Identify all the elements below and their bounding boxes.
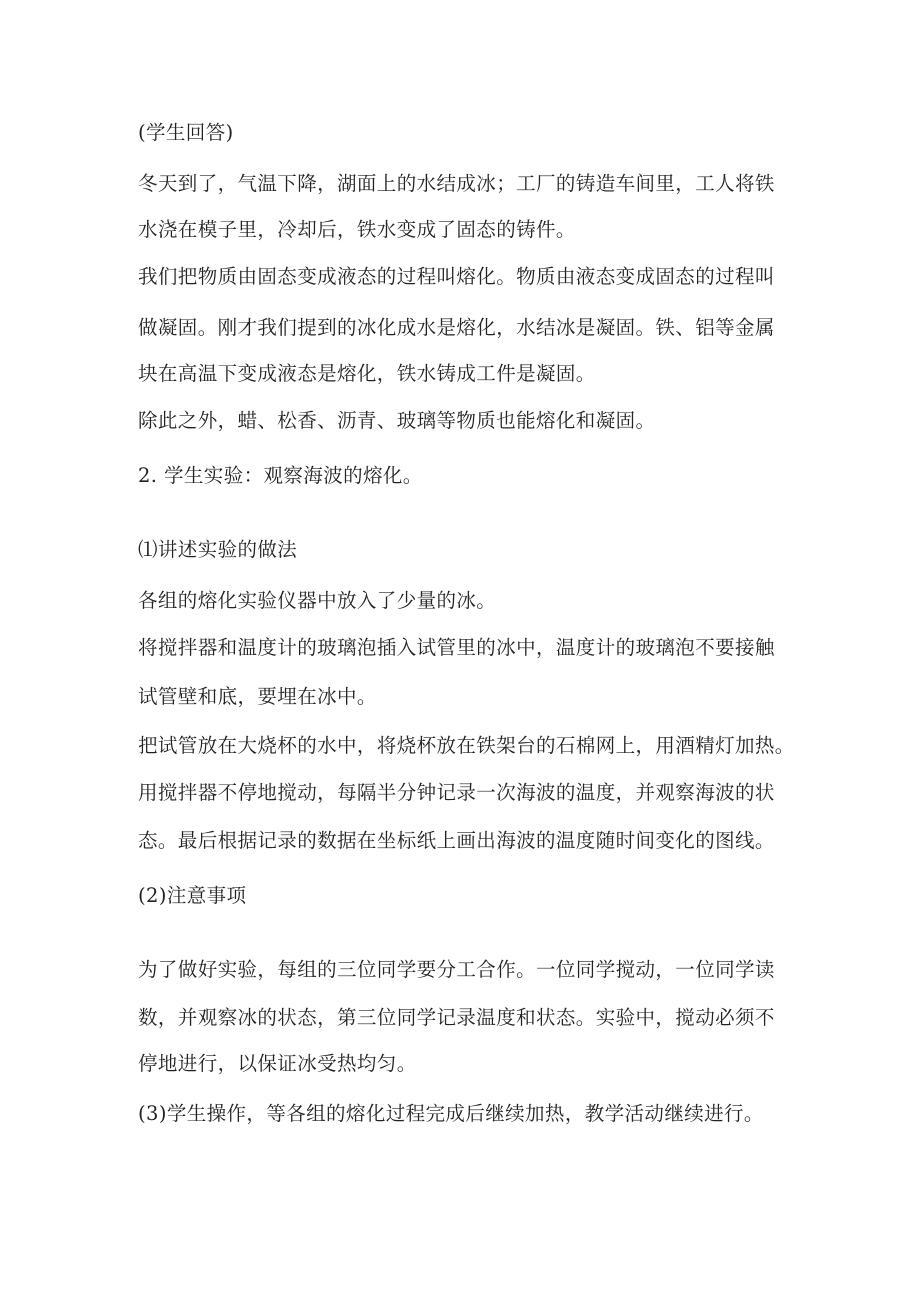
text-line: 各组的熔化实验仪器中放入了少量的冰。 [138,589,497,612]
text-line: 水浇在模子里，冷却后，铁水变成了固态的铸件。 [138,218,576,241]
text-line: 态。最后根据记录的数据在坐标纸上画出海波的温度随时间变化的图线。 [138,829,775,852]
text-line: 块在高温下变成液态是熔化，铁水铸成工件是凝固。 [138,362,596,385]
subsection-heading: ⑴讲述实验的做法 [138,538,298,561]
subsection-heading: (2)注意事项 [138,884,247,907]
section-heading: 2. 学生实验：观察海波的熔化。 [138,464,423,487]
text-line: 试管壁和底，要埋在冰中。 [138,685,377,708]
text-line: 除此之外，蜡、松香、沥青、玻璃等物质也能熔化和凝固。 [138,409,656,432]
text-line: 把试管放在大烧杯的水中，将烧杯放在铁架台的石棉网上，用酒精灯加热。 [138,734,795,757]
text-line: 用搅拌器不停地搅动，每隔半分钟记录一次海波的温度，并观察海波的状 [138,781,775,804]
text-line: 将搅拌器和温度计的玻璃泡插入试管里的冰中，温度计的玻璃泡不要接触 [138,636,775,659]
text-line: 我们把物质由固态变成液态的过程叫熔化。物质由液态变成固态的过程叫 [138,265,775,288]
text-line: (学生回答) [138,121,234,144]
text-line: 停地进行，以保证冰受热均匀。 [138,1052,417,1075]
text-line: 做凝固。刚才我们提到的冰化成水是熔化，水结冰是凝固。铁、铝等金属 [138,316,775,339]
text-line: 冬天到了，气温下降，湖面上的水结成冰；工厂的铸造车间里，工人将铁 [138,172,775,195]
text-line: 为了做好实验，每组的三位同学要分工合作。一位同学搅动，一位同学读 [138,958,775,981]
text-line: 数，并观察冰的状态，第三位同学记录温度和状态。实验中，搅动必须不 [138,1006,775,1029]
subsection-heading: (3)学生操作，等各组的熔化过程完成后继续加热，教学活动继续进行。 [138,1102,764,1125]
